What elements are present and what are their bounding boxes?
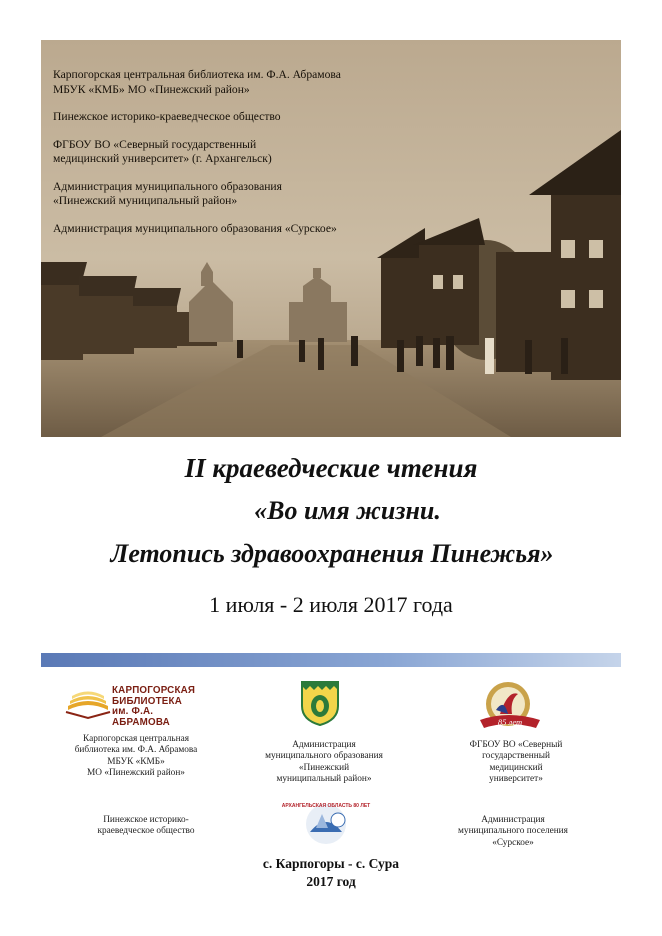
organizer-society: Пинежское историко-краеведческое общество [53, 110, 281, 123]
historic-village-photo [41, 40, 621, 437]
organizer-district-admin: Администрация муниципального образования «Пинежский муниципальный район» [53, 179, 282, 207]
organizer-list [53, 68, 403, 249]
arkhangelsk-region-80-logo [281, 798, 371, 848]
caption-settlement-admin: Администрация муниципального поселения «Сурское» [458, 815, 568, 848]
caption-district-admin: Администрация муниципального образования «Пинежский муниципальный район» [265, 740, 383, 785]
event-location: с. Карпогоры - с. Сура [262, 856, 400, 871]
university-badge-text: 85 лет [497, 717, 523, 727]
region-logo-text: АРХАНГЕЛЬСКАЯ ОБЛАСТЬ 80 ЛЕТ [281, 803, 371, 809]
open-book-icon [64, 682, 112, 720]
university-anniversary-badge [478, 680, 542, 732]
caption-society: Пинежское историко- краеведческое общество [97, 815, 195, 837]
organizer-library: Карпогорская центральная библиотека им. Ф.А. Абрамова МБУК «КМБ» МО «Пинежский район» [53, 68, 341, 96]
decorative-blue-band [41, 653, 621, 667]
event-subtitle-line2: Летопись здравоохранения Пинежья» [110, 539, 554, 568]
district-coat-of-arms-icon [300, 680, 340, 726]
library-logo [64, 680, 204, 728]
caption-library: Карпогорская центральная библиотека им. Ф.А. Абрамова МБУК «КМБ» МО «Пинежский район» [74, 734, 198, 779]
organizer-surskoe-admin: Администрация муниципального образования «Сурское» [53, 221, 337, 235]
caption-university: ФГБОУ ВО «Северный государственный медицинский университет» [469, 740, 563, 785]
event-title: II краеведческие чтения [184, 453, 478, 483]
event-location-block [0, 855, 662, 891]
organizer-university: ФГБОУ ВО «Северный государственный медицинский университет» (г. Архангельск) [53, 137, 272, 165]
event-dates: 1 июля - 2 июля 2017 года [209, 592, 453, 617]
event-year: 2017 год [306, 874, 356, 889]
library-logo-text: КАРПОГОРСКАЯ БИБЛИОТЕКА им. Ф.А. АБРАМОВА [112, 685, 196, 728]
event-subtitle-line1: «Во имя жизни. [254, 496, 441, 525]
